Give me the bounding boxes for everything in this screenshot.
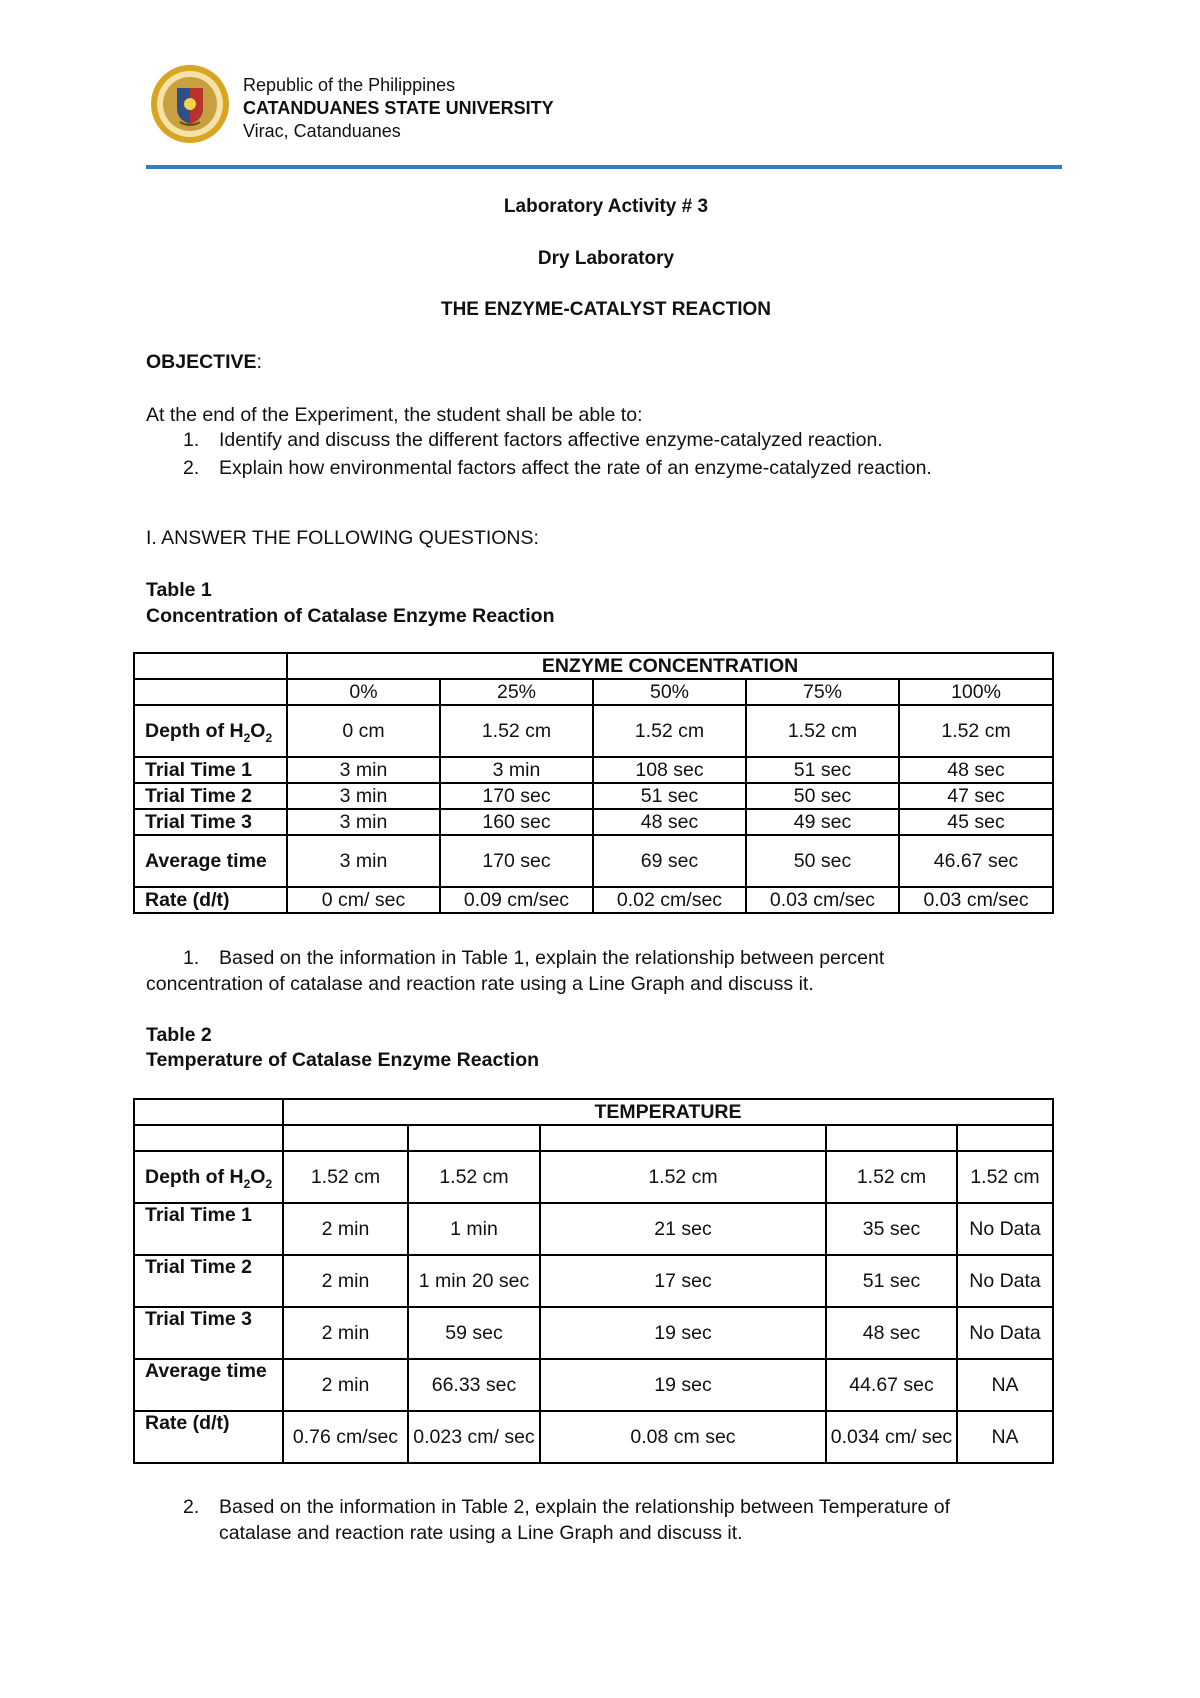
table2-cell: 66.33 sec bbox=[408, 1359, 540, 1411]
table1-cell: 50 sec bbox=[746, 835, 899, 887]
depth-label: Depth of H bbox=[145, 1165, 244, 1188]
table1-cell: 160 sec bbox=[440, 809, 593, 835]
table-row bbox=[134, 757, 1053, 783]
table1-cell: 47 sec bbox=[899, 783, 1053, 809]
table2-row-label: Average time bbox=[134, 1359, 283, 1411]
table-row bbox=[134, 1359, 1053, 1411]
oxygen-label: O bbox=[250, 1165, 266, 1188]
university-seal-icon bbox=[150, 64, 230, 144]
objective-colon: : bbox=[256, 351, 262, 373]
header-university: CATANDUANES STATE UNIVERSITY bbox=[243, 98, 554, 118]
table2-cell: 48 sec bbox=[826, 1307, 957, 1359]
question-text: Based on the information in Table 2, explain the relationship between Temperature of bbox=[219, 1496, 951, 1518]
table1-cell: 48 sec bbox=[593, 809, 746, 835]
table1-cell: 0.03 cm/sec bbox=[746, 887, 899, 913]
table2-cell: 2 min bbox=[283, 1359, 408, 1411]
table2-cell: No Data bbox=[957, 1255, 1053, 1307]
objective-item-number: 2. bbox=[183, 457, 200, 479]
table1-cell: 0.03 cm/sec bbox=[899, 887, 1053, 913]
table2-row-label bbox=[134, 1151, 283, 1203]
table2-corner-cell bbox=[134, 1099, 283, 1125]
table1-cell: 108 sec bbox=[593, 757, 746, 783]
activity-type: Dry Laboratory bbox=[537, 248, 675, 269]
objective-item-1 bbox=[183, 427, 883, 453]
table-row bbox=[134, 887, 1053, 913]
table1-row-label: Trial Time 3 bbox=[134, 809, 287, 835]
subscript-2: 2 bbox=[265, 730, 273, 745]
table2-blank-cell bbox=[134, 1125, 283, 1151]
table1-cell: 48 sec bbox=[899, 757, 1053, 783]
depth-label: Depth of H bbox=[145, 719, 244, 742]
table2-cell: 59 sec bbox=[408, 1307, 540, 1359]
table1-blank-cell bbox=[134, 679, 287, 705]
table-row bbox=[134, 1203, 1053, 1255]
table1-row-label bbox=[134, 705, 287, 757]
table2-row-label: Trial Time 1 bbox=[134, 1203, 283, 1255]
table2-row-label: Rate (d/t) bbox=[134, 1411, 283, 1463]
table1-group-header: ENZYME CONCENTRATION bbox=[287, 653, 1053, 679]
table1-cell: 51 sec bbox=[593, 783, 746, 809]
table2-cell: 1.52 cm bbox=[408, 1151, 540, 1203]
table2-cell: No Data bbox=[957, 1307, 1053, 1359]
table2-blank-cell bbox=[283, 1125, 408, 1151]
table2-group-header: TEMPERATURE bbox=[283, 1099, 1053, 1125]
question-text: Based on the information in Table 1, explain the relationship between percent bbox=[219, 947, 885, 969]
table1-cell: 1.52 cm bbox=[593, 705, 746, 757]
table1-row-label: Rate (d/t) bbox=[134, 887, 287, 913]
table2-cell: 1.52 cm bbox=[957, 1151, 1053, 1203]
oxygen-label: O bbox=[250, 719, 266, 742]
section-heading: I. ANSWER THE FOLLOWING QUESTIONS: bbox=[146, 527, 539, 549]
question-number: 2. bbox=[183, 1496, 200, 1518]
table1-column-header: 50% bbox=[593, 679, 746, 705]
question-1-line-1 bbox=[183, 945, 884, 971]
table1-cell: 46.67 sec bbox=[899, 835, 1053, 887]
objective-item-text: Explain how environmental factors affect the rate of an enzyme-catalyzed reaction. bbox=[219, 457, 932, 479]
table2-cell: NA bbox=[957, 1359, 1053, 1411]
table2 bbox=[133, 1098, 1054, 1464]
table1-cell: 49 sec bbox=[746, 809, 899, 835]
table1-cell: 1.52 cm bbox=[899, 705, 1053, 757]
table2-blank-cell bbox=[408, 1125, 540, 1151]
table1-cell: 0 cm bbox=[287, 705, 440, 757]
table2-cell: 0.08 cm sec bbox=[540, 1411, 826, 1463]
table2-cell: 17 sec bbox=[540, 1255, 826, 1307]
header-country: Republic of the Philippines bbox=[243, 75, 456, 95]
header-location: Virac, Catanduanes bbox=[243, 121, 401, 141]
table1-row-label: Trial Time 2 bbox=[134, 783, 287, 809]
table1-column-header: 25% bbox=[440, 679, 593, 705]
question-2-line-1 bbox=[183, 1494, 950, 1520]
table1-row-label: Trial Time 1 bbox=[134, 757, 287, 783]
table1-cell: 0.02 cm/sec bbox=[593, 887, 746, 913]
table1-column-header: 100% bbox=[899, 679, 1053, 705]
table1-cell: 170 sec bbox=[440, 783, 593, 809]
table1-column-header: 75% bbox=[746, 679, 899, 705]
table-row bbox=[134, 1307, 1053, 1359]
table2-label: Table 2 bbox=[146, 1024, 212, 1046]
table1-label: Table 1 bbox=[146, 579, 212, 601]
table2-cell: NA bbox=[957, 1411, 1053, 1463]
table1-cell: 3 min bbox=[440, 757, 593, 783]
table-row bbox=[134, 835, 1053, 887]
table1-title: Concentration of Catalase Enzyme Reaction bbox=[146, 605, 555, 627]
table2-cell: 19 sec bbox=[540, 1307, 826, 1359]
table2-cell: 1 min 20 sec bbox=[408, 1255, 540, 1307]
table2-cell: 35 sec bbox=[826, 1203, 957, 1255]
table1-cell: 3 min bbox=[287, 835, 440, 887]
question-2-line-2: catalase and reaction rate using a Line Graph and discuss it. bbox=[219, 1522, 743, 1544]
table2-cell: 0.034 cm/ sec bbox=[826, 1411, 957, 1463]
table1-cell: 1.52 cm bbox=[440, 705, 593, 757]
activity-topic: THE ENZYME-CATALYST REACTION bbox=[440, 299, 772, 320]
table2-row-label: Trial Time 2 bbox=[134, 1255, 283, 1307]
table2-cell: 1.52 cm bbox=[540, 1151, 826, 1203]
table2-cell: 2 min bbox=[283, 1255, 408, 1307]
objective-item-text: Identify and discuss the different factors affective enzyme-catalyzed reaction. bbox=[219, 429, 883, 451]
table2-cell: 0.76 cm/sec bbox=[283, 1411, 408, 1463]
subscript-2: 2 bbox=[265, 1176, 273, 1191]
table2-cell: 21 sec bbox=[540, 1203, 826, 1255]
table-row bbox=[134, 1255, 1053, 1307]
table1-cell: 0.09 cm/sec bbox=[440, 887, 593, 913]
subscript-2: 2 bbox=[243, 1176, 251, 1191]
objective-item-2 bbox=[183, 455, 932, 481]
objective-intro: At the end of the Experiment, the student shall be able to: bbox=[146, 404, 643, 426]
question-1-line-2: concentration of catalase and reaction rate using a Line Graph and discuss it. bbox=[146, 973, 814, 995]
table1-cell: 3 min bbox=[287, 783, 440, 809]
question-number: 1. bbox=[183, 947, 200, 969]
table2-cell: 1.52 cm bbox=[283, 1151, 408, 1203]
table-row bbox=[134, 809, 1053, 835]
table2-cell: No Data bbox=[957, 1203, 1053, 1255]
table1-cell: 51 sec bbox=[746, 757, 899, 783]
table1-cell: 69 sec bbox=[593, 835, 746, 887]
objective-label: OBJECTIVE bbox=[146, 351, 257, 373]
table1-cell: 170 sec bbox=[440, 835, 593, 887]
objective-item-number: 1. bbox=[183, 429, 200, 451]
table2-cell: 51 sec bbox=[826, 1255, 957, 1307]
table2-empty-header-row bbox=[134, 1125, 1053, 1151]
table1-column-header: 0% bbox=[287, 679, 440, 705]
table2-cell: 0.023 cm/ sec bbox=[408, 1411, 540, 1463]
table2-blank-cell bbox=[540, 1125, 826, 1151]
table1-row-depth bbox=[134, 705, 1053, 757]
table1-cell: 3 min bbox=[287, 757, 440, 783]
table1-cell: 1.52 cm bbox=[746, 705, 899, 757]
table2-cell: 1.52 cm bbox=[826, 1151, 957, 1203]
table1-cell: 3 min bbox=[287, 809, 440, 835]
table1-cell: 50 sec bbox=[746, 783, 899, 809]
subscript-2: 2 bbox=[243, 730, 251, 745]
header-block bbox=[243, 74, 554, 143]
table1-corner-cell bbox=[134, 653, 287, 679]
table2-cell: 2 min bbox=[283, 1307, 408, 1359]
table2-cell: 2 min bbox=[283, 1203, 408, 1255]
table1-cell: 0 cm/ sec bbox=[287, 887, 440, 913]
table2-blank-cell bbox=[826, 1125, 957, 1151]
table1-cell: 45 sec bbox=[899, 809, 1053, 835]
table2-row-depth bbox=[134, 1151, 1053, 1203]
table2-row-label: Trial Time 3 bbox=[134, 1307, 283, 1359]
header-divider bbox=[146, 165, 1062, 169]
table1 bbox=[133, 652, 1054, 914]
table2-cell: 44.67 sec bbox=[826, 1359, 957, 1411]
table2-cell: 19 sec bbox=[540, 1359, 826, 1411]
table-row bbox=[134, 1411, 1053, 1463]
table2-title: Temperature of Catalase Enzyme Reaction bbox=[146, 1049, 540, 1071]
table2-blank-cell bbox=[957, 1125, 1053, 1151]
table2-cell: 1 min bbox=[408, 1203, 540, 1255]
table-row bbox=[134, 783, 1053, 809]
activity-title: Laboratory Activity # 3 bbox=[503, 196, 709, 217]
objective-heading bbox=[146, 349, 262, 375]
table1-row-label: Average time bbox=[134, 835, 287, 887]
